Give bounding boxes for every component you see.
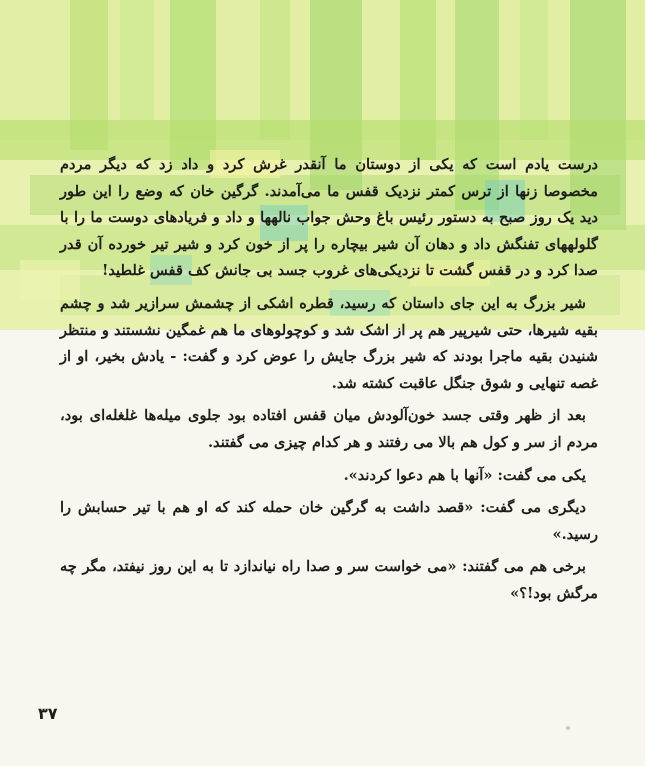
paragraph: دیگری می گفت: «قصد داشت به گرگین خان حمله کند که او هم با تیر حسابش را رسید.» xyxy=(60,499,598,543)
paragraph: درست یادم است که یکی از دوستان ما آنقدر غرش کرد و داد زد که دیگر مردم مخصوصا زنها از ترس کمتر نزدیک قفس ما می‌آمدند. گرگین خان که وضع را این طور دید یک روز صبح به دستور رئیس باغ وحش جواب نالهها و داد و فریادهای دوست ما را با گلولههای تفنگش داد و دهان آن شیر بیچاره را پر از خون کرد و شیر تیر خورده آن قدر صدا کرد و در قفس گشت تا نزدیکی‌های غروب جسد بی جانش کف قفس غلطید! xyxy=(60,156,598,280)
paper-speck xyxy=(566,726,570,730)
paragraph: برخی هم می گفتند: «می خواست سر و صدا راه نیاندازد تا به این روز نیفتد، مگر چه مرگش بود!؟» xyxy=(60,558,598,602)
paragraph: شیر بزرگ به این جای داستان که رسید، قطره اشکی از چشمش سرازیر شد و چشم بقیه شیرها، حتی شیرپیر هم پر از اشک شد و کوچولوهای ما هم غمگین نشستند و منتظر شنیدن بقیه ماجرا بودند که شیر بزرگ جایش را عوض کرد و گفت: - یادش بخیر، او از غصه تنهایی و شوق جنگل عاقبت کشته شد. xyxy=(60,294,598,392)
story-text xyxy=(60,152,598,614)
paragraph: بعد از ظهر وقتی جسد خون‌آلودش میان قفس افتاده بود جلوی میله‌ها غلغله‌ای بود، مردم از سر و کول هم بالا می رفتند و هر کدام چیزی می گفتند. xyxy=(60,407,598,451)
paragraph: یکی می گفت: «آنها با هم دعوا کردند». xyxy=(343,466,586,484)
page-number: ۳۷ xyxy=(38,704,58,723)
